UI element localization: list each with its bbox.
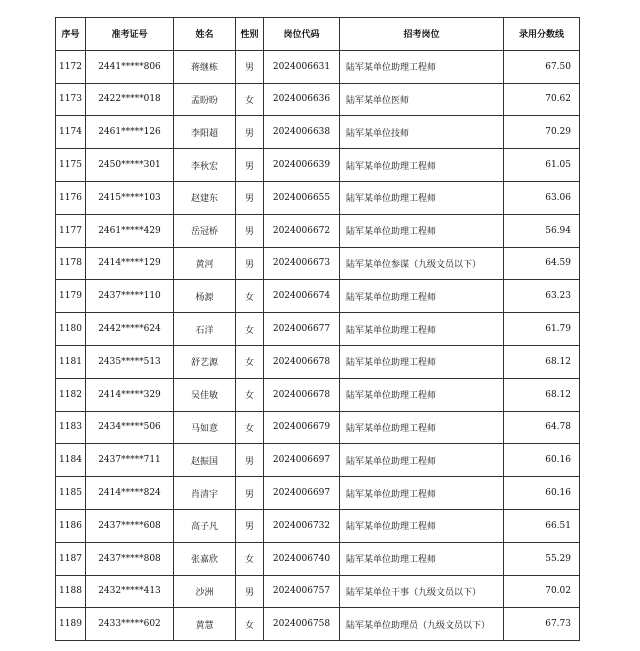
cell-score: 55.29 xyxy=(504,542,580,575)
table-body xyxy=(56,50,580,640)
cell-name: 岳冠桥 xyxy=(174,214,236,247)
cell-exam-id: 2437*****808 xyxy=(86,542,174,575)
cell-name: 舒艺源 xyxy=(174,345,236,378)
cell-post-code: 2024006697 xyxy=(264,477,340,510)
cell-exam-id: 2415*****103 xyxy=(86,181,174,214)
table-row xyxy=(56,280,580,313)
table-header-row xyxy=(56,18,580,51)
cell-gender: 女 xyxy=(236,542,264,575)
cell-gender: 女 xyxy=(236,378,264,411)
cell-serial-no: 1176 xyxy=(56,181,86,214)
header-serial-no: 序号 xyxy=(56,18,86,51)
cell-post: 陆军某单位助理工程师 xyxy=(340,477,504,510)
cell-name: 黄慧 xyxy=(174,608,236,641)
cell-post: 陆军某单位助理工程师 xyxy=(340,542,504,575)
header-score: 录用分数线 xyxy=(504,18,580,51)
cell-post: 陆军某单位助理工程师 xyxy=(340,313,504,346)
cell-serial-no: 1173 xyxy=(56,83,86,116)
cell-score: 68.12 xyxy=(504,378,580,411)
cell-post-code: 2024006757 xyxy=(264,575,340,608)
cell-post: 陆军某单位助理工程师 xyxy=(340,411,504,444)
cell-name: 吴佳敏 xyxy=(174,378,236,411)
cell-gender: 男 xyxy=(236,116,264,149)
table-row xyxy=(56,345,580,378)
cell-score: 61.79 xyxy=(504,313,580,346)
cell-exam-id: 2461*****429 xyxy=(86,214,174,247)
cell-gender: 女 xyxy=(236,345,264,378)
cell-post-code: 2024006677 xyxy=(264,313,340,346)
cell-exam-id: 2437*****110 xyxy=(86,280,174,313)
cell-post-code: 2024006678 xyxy=(264,378,340,411)
cell-post: 陆军某单位技师 xyxy=(340,116,504,149)
cell-serial-no: 1184 xyxy=(56,444,86,477)
cell-post-code: 2024006631 xyxy=(264,50,340,83)
cell-exam-id: 2414*****824 xyxy=(86,477,174,510)
cell-post: 陆军某单位助理工程师 xyxy=(340,214,504,247)
cell-post-code: 2024006673 xyxy=(264,247,340,280)
cell-post: 陆军某单位助理工程师 xyxy=(340,181,504,214)
cell-gender: 男 xyxy=(236,575,264,608)
cell-post-code: 2024006672 xyxy=(264,214,340,247)
cell-name: 蒋继栋 xyxy=(174,50,236,83)
header-gender: 性别 xyxy=(236,18,264,51)
cell-score: 67.50 xyxy=(504,50,580,83)
header-post-code: 岗位代码 xyxy=(264,18,340,51)
cell-post-code: 2024006639 xyxy=(264,149,340,182)
cell-serial-no: 1182 xyxy=(56,378,86,411)
results-table xyxy=(55,17,580,641)
cell-post: 陆军某单位助理工程师 xyxy=(340,149,504,182)
cell-score: 67.73 xyxy=(504,608,580,641)
cell-gender: 女 xyxy=(236,83,264,116)
results-table-container xyxy=(55,17,580,641)
cell-post: 陆军某单位助理工程师 xyxy=(340,345,504,378)
cell-gender: 男 xyxy=(236,509,264,542)
cell-name: 沙洲 xyxy=(174,575,236,608)
cell-score: 63.06 xyxy=(504,181,580,214)
cell-name: 黄河 xyxy=(174,247,236,280)
cell-name: 高子凡 xyxy=(174,509,236,542)
cell-serial-no: 1172 xyxy=(56,50,86,83)
table-row xyxy=(56,50,580,83)
cell-post: 陆军某单位医师 xyxy=(340,83,504,116)
table-row xyxy=(56,477,580,510)
table-row xyxy=(56,181,580,214)
table-row xyxy=(56,542,580,575)
cell-exam-id: 2442*****624 xyxy=(86,313,174,346)
cell-gender: 男 xyxy=(236,444,264,477)
cell-exam-id: 2461*****126 xyxy=(86,116,174,149)
cell-gender: 男 xyxy=(236,214,264,247)
cell-score: 63.23 xyxy=(504,280,580,313)
table-row xyxy=(56,247,580,280)
cell-name: 石洋 xyxy=(174,313,236,346)
cell-post: 陆军某单位参谋（九级文员以下） xyxy=(340,247,504,280)
table-row xyxy=(56,214,580,247)
cell-post-code: 2024006758 xyxy=(264,608,340,641)
cell-post: 陆军某单位助理工程师 xyxy=(340,50,504,83)
table-row xyxy=(56,313,580,346)
cell-serial-no: 1180 xyxy=(56,313,86,346)
cell-exam-id: 2437*****608 xyxy=(86,509,174,542)
cell-post-code: 2024006638 xyxy=(264,116,340,149)
cell-score: 64.78 xyxy=(504,411,580,444)
cell-name: 赵建东 xyxy=(174,181,236,214)
cell-gender: 男 xyxy=(236,50,264,83)
cell-exam-id: 2414*****129 xyxy=(86,247,174,280)
cell-serial-no: 1178 xyxy=(56,247,86,280)
cell-name: 张嘉欣 xyxy=(174,542,236,575)
header-exam-id: 准考证号 xyxy=(86,18,174,51)
cell-exam-id: 2450*****301 xyxy=(86,149,174,182)
cell-name: 赵振国 xyxy=(174,444,236,477)
cell-score: 61.05 xyxy=(504,149,580,182)
table-row xyxy=(56,149,580,182)
cell-gender: 女 xyxy=(236,280,264,313)
table-row xyxy=(56,575,580,608)
header-name: 姓名 xyxy=(174,18,236,51)
cell-score: 60.16 xyxy=(504,444,580,477)
cell-serial-no: 1181 xyxy=(56,345,86,378)
cell-score: 56.94 xyxy=(504,214,580,247)
cell-gender: 女 xyxy=(236,313,264,346)
cell-score: 64.59 xyxy=(504,247,580,280)
cell-post-code: 2024006655 xyxy=(264,181,340,214)
cell-post-code: 2024006674 xyxy=(264,280,340,313)
header-post: 招考岗位 xyxy=(340,18,504,51)
cell-post: 陆军某单位助理工程师 xyxy=(340,444,504,477)
cell-serial-no: 1189 xyxy=(56,608,86,641)
cell-exam-id: 2435*****513 xyxy=(86,345,174,378)
cell-exam-id: 2441*****806 xyxy=(86,50,174,83)
cell-serial-no: 1187 xyxy=(56,542,86,575)
table-row xyxy=(56,608,580,641)
cell-name: 李阳超 xyxy=(174,116,236,149)
cell-name: 李秋宏 xyxy=(174,149,236,182)
cell-post-code: 2024006740 xyxy=(264,542,340,575)
cell-exam-id: 2434*****506 xyxy=(86,411,174,444)
table-row xyxy=(56,83,580,116)
cell-gender: 女 xyxy=(236,608,264,641)
cell-post-code: 2024006732 xyxy=(264,509,340,542)
cell-name: 肖清宇 xyxy=(174,477,236,510)
cell-post: 陆军某单位助理员（九级文员以下） xyxy=(340,608,504,641)
cell-exam-id: 2432*****413 xyxy=(86,575,174,608)
cell-exam-id: 2422*****018 xyxy=(86,83,174,116)
cell-post: 陆军某单位助理工程师 xyxy=(340,280,504,313)
cell-post: 陆军某单位干事（九级文员以下） xyxy=(340,575,504,608)
cell-post-code: 2024006679 xyxy=(264,411,340,444)
cell-score: 70.62 xyxy=(504,83,580,116)
cell-exam-id: 2437*****711 xyxy=(86,444,174,477)
cell-gender: 男 xyxy=(236,181,264,214)
cell-score: 60.16 xyxy=(504,477,580,510)
cell-name: 马如意 xyxy=(174,411,236,444)
table-row xyxy=(56,116,580,149)
table-row xyxy=(56,444,580,477)
cell-post: 陆军某单位助理工程师 xyxy=(340,378,504,411)
cell-score: 68.12 xyxy=(504,345,580,378)
cell-serial-no: 1185 xyxy=(56,477,86,510)
cell-serial-no: 1183 xyxy=(56,411,86,444)
cell-post-code: 2024006678 xyxy=(264,345,340,378)
table-row xyxy=(56,378,580,411)
cell-serial-no: 1177 xyxy=(56,214,86,247)
cell-serial-no: 1186 xyxy=(56,509,86,542)
cell-post-code: 2024006697 xyxy=(264,444,340,477)
cell-score: 70.02 xyxy=(504,575,580,608)
cell-gender: 女 xyxy=(236,411,264,444)
cell-serial-no: 1188 xyxy=(56,575,86,608)
cell-gender: 男 xyxy=(236,477,264,510)
cell-name: 孟盼盼 xyxy=(174,83,236,116)
cell-name: 杨源 xyxy=(174,280,236,313)
table-row xyxy=(56,509,580,542)
table-row xyxy=(56,411,580,444)
cell-post: 陆军某单位助理工程师 xyxy=(340,509,504,542)
cell-score: 70.29 xyxy=(504,116,580,149)
cell-exam-id: 2414*****329 xyxy=(86,378,174,411)
cell-serial-no: 1175 xyxy=(56,149,86,182)
cell-serial-no: 1179 xyxy=(56,280,86,313)
cell-exam-id: 2433*****602 xyxy=(86,608,174,641)
cell-serial-no: 1174 xyxy=(56,116,86,149)
cell-score: 66.51 xyxy=(504,509,580,542)
cell-gender: 男 xyxy=(236,149,264,182)
cell-post-code: 2024006636 xyxy=(264,83,340,116)
cell-gender: 男 xyxy=(236,247,264,280)
